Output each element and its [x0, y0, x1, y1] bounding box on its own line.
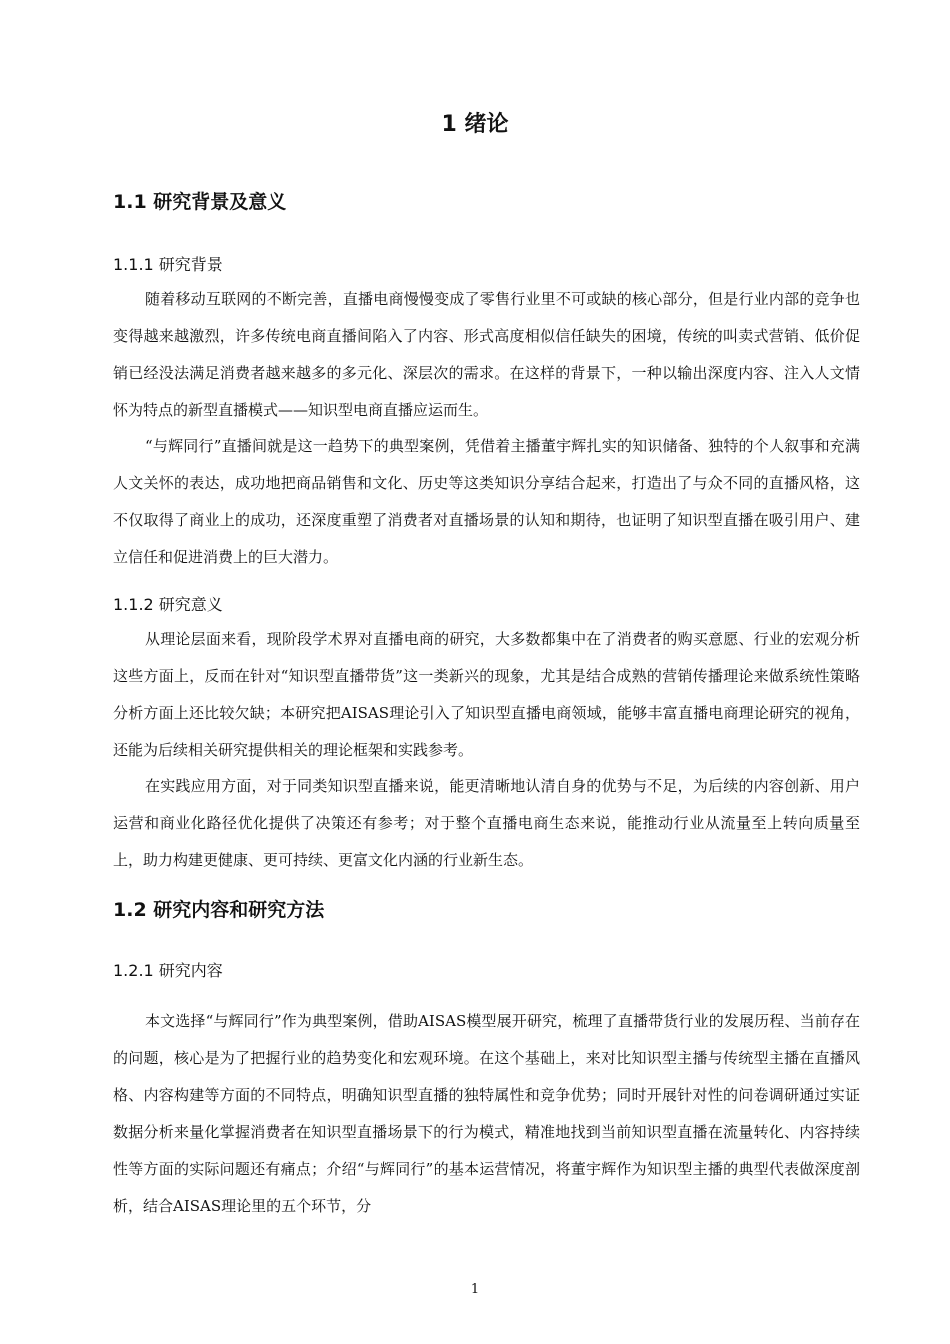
subsection-heading-1-1-1: 1.1.1 研究背景: [113, 255, 223, 274]
chapter-title: 1 绪论: [441, 112, 509, 137]
paragraph-research-background-1: 随着移动互联网的不断完善，直播电商慢慢变成了零售行业里不可或缺的核心部分，但是行业内部的竞争也变得越来越激烈，许多传统电商直播间陷入了内容、形式高度相似信任缺失的困境，传统的叫卖式营销、低价促销已经没法满足消费者越来越多的多元化、深层次的需求。在这样的背景下，一种以输出深度内容、注入人文情怀为特点的新型直播模式——知识型电商直播应运而生。: [113, 290, 860, 419]
subsection-heading-1-1-2: 1.1.2 研究意义: [113, 595, 223, 614]
page-number: 1: [470, 1282, 480, 1297]
paragraph-research-background-2: “与辉同行”直播间就是这一趋势下的典型案例，凭借着主播董宇辉扎实的知识储备、独特的个人叙事和充满人文关怀的表达，成功地把商品销售和文化、历史等这类知识分享结合起来，打造出了与众不同的直播风格，这不仅取得了商业上的成功，还深度重塑了消费者对直播场景的认知和期待，也证明了知识型直播在吸引用户、建立信任和促进消费上的巨大潜力。: [113, 437, 860, 566]
paragraph-research-content: 本文选择“与辉同行”作为典型案例，借助AISAS模型展开研究，梳理了直播带货行业的发展历程、当前存在的问题，核心是为了把握行业的趋势变化和宏观环境。在这个基础上，来对比知识型主播与传统型主播在直播风格、内容构建等方面的不同特点，明确知识型直播的独特属性和竞争优势；同时开展针对性的问卷调研通过实证数据分析来量化掌握消费者在知识型直播场景下的行为模式，精准地找到当前知识型直播在流量转化、内容持续性等方面的实际问题还有痛点；介绍“与辉同行”的基本运营情况，将董宇辉作为知识型主播的典型代表做深度剖析，结合AISAS理论里的五个环节，分: [113, 1012, 860, 1215]
section-heading-1-2: 1.2 研究内容和研究方法: [113, 899, 325, 921]
subsection-heading-1-2-1: 1.2.1 研究内容: [113, 961, 223, 980]
section-heading-1-1: 1.1 研究背景及意义: [113, 191, 287, 213]
paragraph-research-significance-2: 在实践应用方面，对于同类知识型直播来说，能更清晰地认清自身的优势与不足，为后续的内容创新、用户运营和商业化路径优化提供了决策还有参考；对于整个直播电商生态来说，能推动行业从流量至上转向质量至上，助力构建更健康、更可持续、更富文化内涵的行业新生态。: [113, 777, 860, 869]
paragraph-research-significance-1: 从理论层面来看，现阶段学术界对直播电商的研究，大多数都集中在了消费者的购买意愿、行业的宏观分析这些方面上，反而在针对“知识型直播带货”这一类新兴的现象，尤其是结合成熟的营销传播理论来做系统性策略分析方面上还比较欠缺；本研究把AISAS理论引入了知识型直播电商领域，能够丰富直播电商理论研究的视角，还能为后续相关研究提供相关的理论框架和实践参考。: [113, 630, 860, 759]
